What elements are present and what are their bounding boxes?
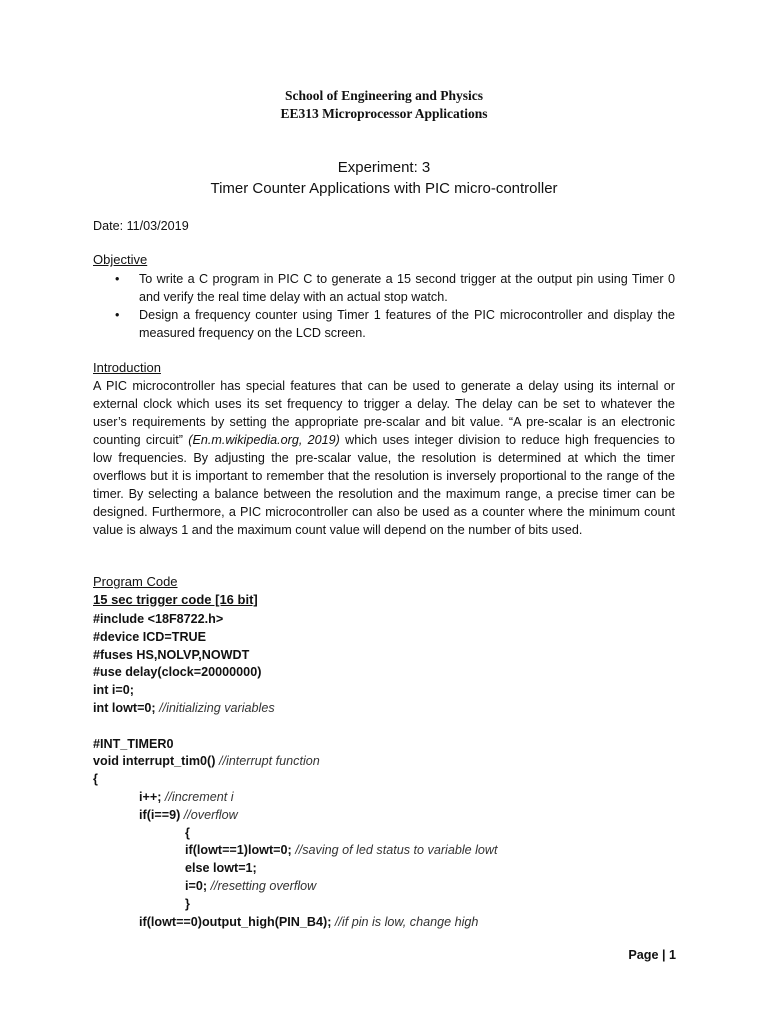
objective-item-text: To write a C program in PIC C to generate a 15 second trigger at the output pin using Timer 0 and verify the real time delay with an actual stop watch. bbox=[139, 272, 675, 304]
introduction-text-end: which uses integer division to reduce high frequencies to low frequencies. By adjusting the pre-scalar value, the resolution is determined at which the timer overflows but it is important to remember that the resolution is inversely proportional to the range of the timer. By selecting a balance between the resolution and the maximum range, a precise timer can be designed. Furthermore, a PIC microcontroller can also be used as a counter where the minimum count value is always 1 and the maximum count value will depend on the number of bits used. bbox=[93, 433, 676, 537]
code-line: { bbox=[185, 825, 190, 840]
code-line: void interrupt_tim0() //interrupt function bbox=[93, 754, 320, 769]
program-code-subheading: 15 sec trigger code [16 bit] bbox=[93, 592, 258, 607]
course-title: EE313 Microprocessor Applications bbox=[280, 106, 488, 121]
code-line: int lowt=0; //initializing variables bbox=[93, 700, 275, 715]
code-line: i++; //increment i bbox=[139, 789, 234, 804]
page-footer bbox=[628, 948, 676, 962]
document-date: Date: 11/03/2019 bbox=[93, 219, 189, 233]
code-comment: //initializing variables bbox=[159, 700, 275, 715]
school-name: School of Engineering and Physics bbox=[284, 88, 484, 103]
code-line: else lowt=1; bbox=[185, 861, 257, 876]
code-line: { bbox=[93, 772, 98, 787]
objective-item bbox=[93, 270, 675, 306]
program-code-heading: Program Code bbox=[93, 574, 178, 589]
code-line: if(i==9) //overflow bbox=[139, 807, 238, 822]
code-line: #INT_TIMER0 bbox=[93, 736, 174, 751]
objective-item bbox=[93, 306, 675, 342]
code-block bbox=[93, 611, 498, 931]
experiment-number: Experiment: 3 bbox=[337, 159, 431, 176]
introduction-citation: (En.m.wikipedia.org, 2019) bbox=[188, 433, 340, 447]
code-comment: //increment i bbox=[164, 789, 234, 804]
experiment-title: Timer Counter Applications with PIC micro-controller bbox=[210, 180, 558, 197]
page-separator: | bbox=[661, 948, 666, 962]
code-comment: //resetting overflow bbox=[210, 878, 317, 893]
code-line: if(lowt==0)output_high(PIN_B4); //if pin is low, change high bbox=[139, 914, 479, 929]
code-comment: //interrupt function bbox=[218, 754, 320, 769]
code-line: if(lowt==1)lowt=0; //saving of led status to variable lowt bbox=[185, 843, 498, 858]
bullet-icon: • bbox=[115, 272, 120, 286]
bullet-icon: • bbox=[115, 308, 120, 322]
code-comment: //overflow bbox=[183, 807, 238, 822]
code-line: #include <18F8722.h> bbox=[93, 612, 224, 626]
code-comment: //saving of led status to variable lowt bbox=[295, 843, 498, 858]
objective-heading: Objective bbox=[93, 252, 148, 267]
introduction-paragraph bbox=[93, 377, 675, 539]
code-line: i=0; //resetting overflow bbox=[185, 878, 317, 893]
page-label: Page bbox=[628, 948, 659, 962]
objective-list bbox=[93, 270, 675, 342]
introduction-text-start: A PIC microcontroller has special features that can be used to generate a delay using its internal or external clock which uses its set frequency to trigger a delay. The delay can be set to whatever the user’s requirements by setting the appropriate pre-scalar and bit value. “A pre-scalar is an electronic counting circuit” bbox=[93, 379, 675, 447]
code-line: #fuses HS,NOLVP,NOWDT bbox=[93, 647, 250, 662]
objective-item-text: Design a frequency counter using Timer 1 features of the PIC microcontroller and display the measured frequency on the LCD screen. bbox=[139, 308, 675, 340]
code-comment: //if pin is low, change high bbox=[334, 914, 479, 929]
code-line-blank bbox=[93, 718, 498, 736]
code-line: int i=0; bbox=[93, 683, 134, 698]
introduction-heading: Introduction bbox=[93, 360, 161, 375]
code-line: } bbox=[185, 896, 190, 911]
page-number: 1 bbox=[668, 948, 676, 962]
code-line: #use delay(clock=20000000) bbox=[93, 665, 262, 680]
code-line: #device ICD=TRUE bbox=[93, 629, 207, 644]
